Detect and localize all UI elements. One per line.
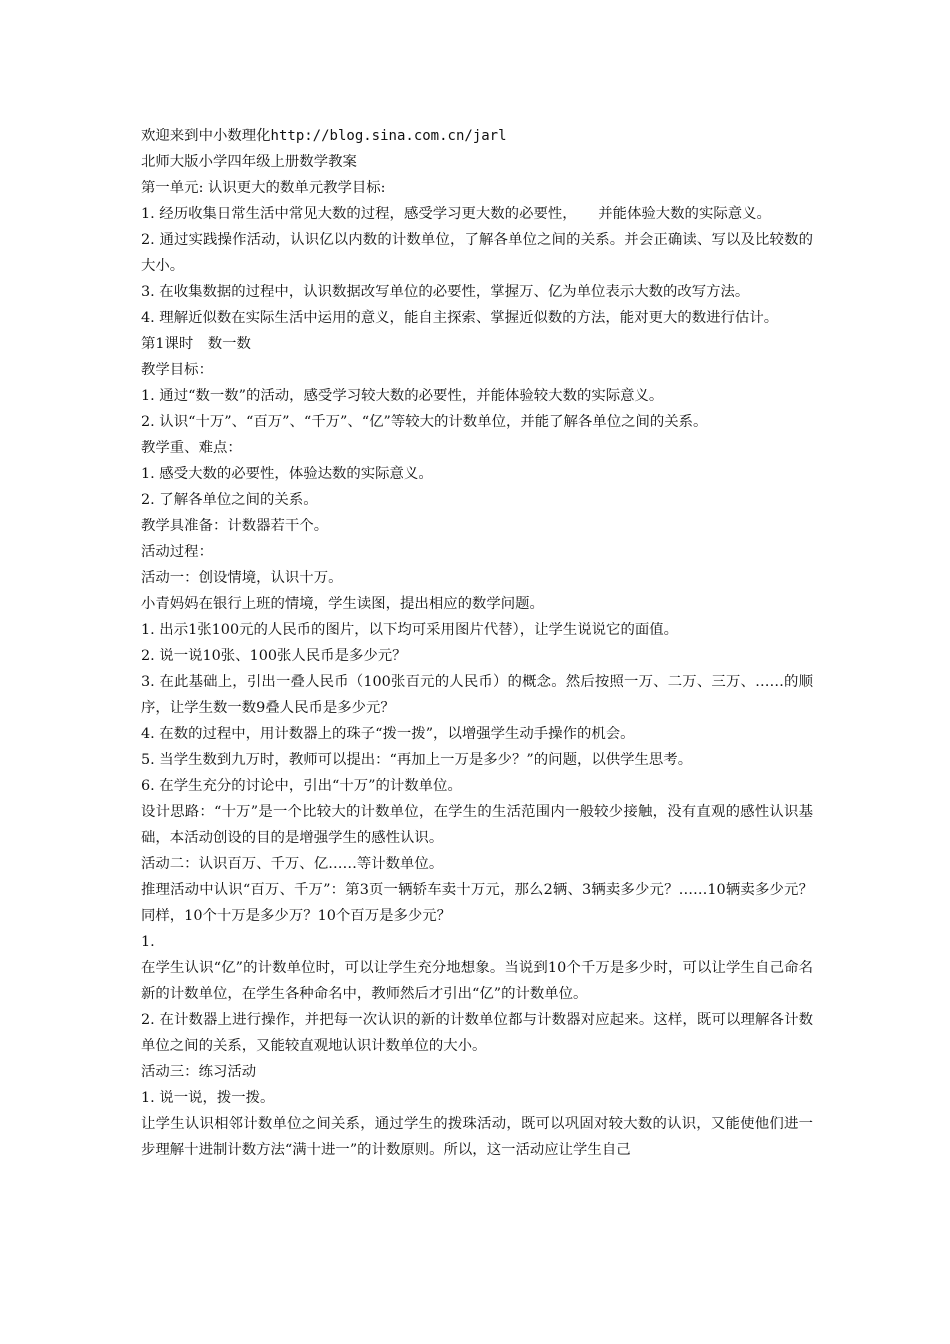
header-line bbox=[141, 123, 813, 149]
activity-1-step-3: 3. 在此基础上，引出一叠人民币（100张百元的人民币）的概念。然后按照一万、二万、三万、……的顺序，让学生数一数9叠人民币是多少元？ bbox=[141, 674, 813, 716]
design-rationale: 设计思路：“十万”是一个比较大的计数单位，在学生的生活范围内一般较少接触，没有直观的感性认识基础，本活动创设的目的是增强学生的感性认识。 bbox=[141, 804, 813, 846]
teaching-aids: 教学具准备：计数器若干个。 bbox=[141, 518, 329, 534]
activity-2-step-1: 在学生认识“亿”的计数单位时，可以让学生充分地想象。当说到10个千万是多少时，可以让学生自己命名新的计数单位，在学生各种命名中，教师然后才引出“亿”的计数单位。 bbox=[141, 960, 813, 1002]
blog-url-link[interactable]: http://blog.sina.com.cn/jarl bbox=[270, 128, 507, 144]
activity-1-heading: 活动一：创设情境，认识十万。 bbox=[141, 570, 343, 586]
activity-1-step-1: 1. 出示1张100元的人民币的图片，以下均可采用图片代替），让学生说说它的面值。 bbox=[141, 622, 679, 638]
activity-2-reasoning: 推理活动中认识“百万、千万”：第3页一辆轿车卖十万元，那么2辆、3辆卖多少元？……10辆卖多少元？同样，10个十万是多少万？10个百万是多少元？ bbox=[141, 882, 813, 924]
key-point-2: 2. 了解各单位之间的关系。 bbox=[141, 492, 318, 508]
section-heading-goals: 教学目标： bbox=[141, 362, 213, 378]
lesson-heading: 第1课时 数一数 bbox=[141, 336, 251, 352]
activity-1-step-6: 6. 在学生充分的讨论中，引出“十万”的计数单位。 bbox=[141, 778, 462, 794]
document-page bbox=[141, 123, 813, 1163]
unit-heading: 第一单元: 认识更大的数单元教学目标: bbox=[141, 180, 386, 196]
activity-2-step-2: 2. 在计数器上进行操作，并把每一次认识的新的计数单位都与计数器对应起来。这样，既可以理解各计数单位之间的关系，又能较直观地认识计数单位的大小。 bbox=[141, 1012, 813, 1054]
activity-3-heading: 活动三：练习活动 bbox=[141, 1064, 257, 1080]
activity-2-heading: 活动二：认识百万、千万、亿……等计数单位。 bbox=[141, 856, 444, 872]
section-heading-process: 活动过程： bbox=[141, 544, 213, 560]
activity-3-step-1: 1. 说一说，拨一拨。 bbox=[141, 1090, 275, 1106]
welcome-text: 欢迎来到中小数理化 bbox=[141, 128, 271, 144]
document-title: 北师大版小学四年级上册数学教案 bbox=[141, 154, 357, 170]
unit-goal-4: 4. 理解近似数在实际生活中运用的意义，能自主探索、掌握近似数的方法，能对更大的数进行估计。 bbox=[141, 310, 779, 326]
unit-goal-3: 3. 在收集数据的过程中，认识数据改写单位的必要性，掌握万、亿为单位表示大数的改写方法。 bbox=[141, 284, 750, 300]
activity-1-step-2: 2. 说一说10张、100张人民币是多少元？ bbox=[141, 648, 407, 664]
lesson-goal-2: 2. 认识“十万”、“百万”、“千万”、“亿”等较大的计数单位，并能了解各单位之间的关系。 bbox=[141, 414, 708, 430]
activity-3-description: 让学生认识相邻计数单位之间关系，通过学生的拨珠活动，既可以巩固对较大数的认识，又能使他们进一步理解十进制计数方法“满十进一”的计数原则。所以，这一活动应让学生自己 bbox=[141, 1116, 813, 1158]
lesson-goal-1: 1. 通过“数一数”的活动，感受学习较大数的必要性，并能体验较大数的实际意义。 bbox=[141, 388, 664, 404]
activity-2-item-number: 1. bbox=[141, 934, 155, 950]
key-point-1: 1. 感受大数的必要性，体验达数的实际意义。 bbox=[141, 466, 433, 482]
unit-goal-1: 1. 经历收集日常生活中常见大数的过程，感受学习更大数的必要性， 并能体验大数的实际意义。 bbox=[141, 206, 771, 222]
section-heading-key-points: 教学重、难点： bbox=[141, 440, 242, 456]
activity-1-intro: 小青妈妈在银行上班的情境，学生读图，提出相应的数学问题。 bbox=[141, 596, 544, 612]
activity-1-step-4: 4. 在数的过程中，用计数器上的珠子“拨一拨”，以增强学生动手操作的机会。 bbox=[141, 726, 635, 742]
unit-goal-2: 2. 通过实践操作活动，认识亿以内数的计数单位，了解各单位之间的关系。并会正确读、写以及比较数的大小。 bbox=[141, 232, 813, 274]
activity-1-step-5: 5. 当学生数到九万时，教师可以提出：“再加上一万是多少？”的问题，以供学生思考。 bbox=[141, 752, 693, 768]
